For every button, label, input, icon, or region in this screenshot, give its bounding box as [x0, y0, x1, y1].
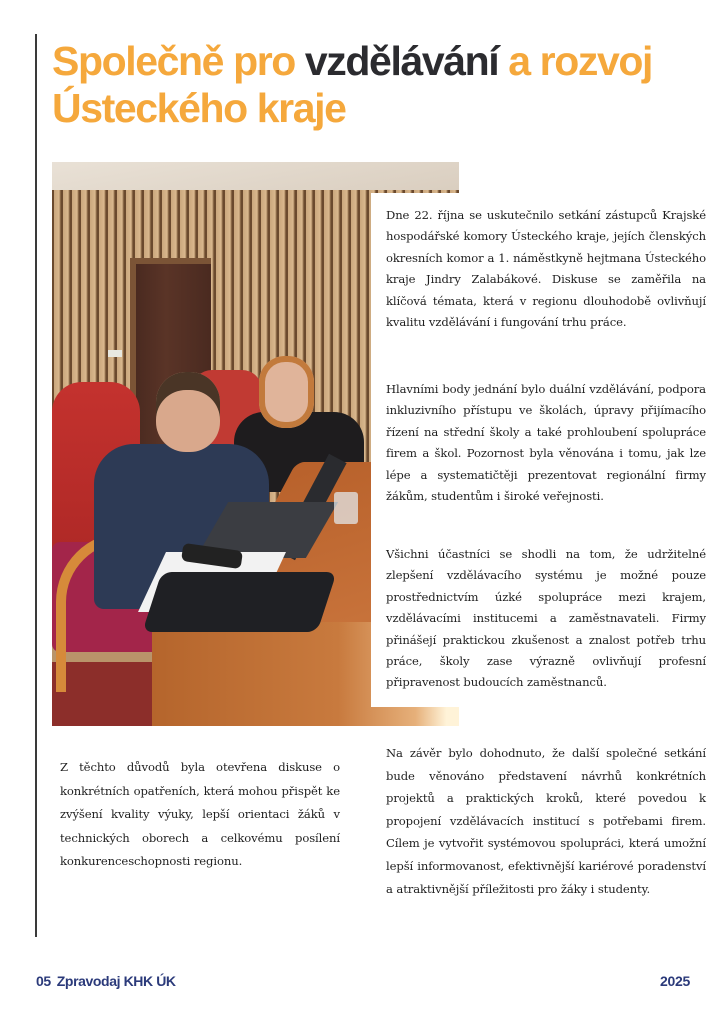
photo-water-glass: [334, 492, 358, 524]
title-highlight: vzdělávání: [304, 38, 499, 84]
paragraph-3: Všichni účastníci se shodli na tom, že udržitelné zlepšení vzdělávacího systému je možné pouze prostřednictvím úzké spolupráce mezi krajem, vzdělávacími institucemi a zaměstnavateli. Firmy přinášejí praktickou zkušenost a znalost potřeb trhu práce, školy zase výrazně ovlivňují profesní připravenost budoucích zaměstnanců.: [386, 547, 706, 690]
photo-man-head: [156, 372, 220, 452]
title-part-1: Společně pro: [52, 38, 305, 84]
paragraph-4: Z těchto důvodů byla otevřena diskuse o konkrétních opatřeních, která mohou přispět ke zvýšení kvality výuky, lepší orientaci žáků v technických oborech a celkovému posílení konkurenceschopnosti regionu.: [60, 760, 340, 868]
paragraph-5: Na závěr bylo dohodnuto, že další společné setkání bude věnováno představení návrhů konkrétních projektů a praktických kroků, které povedou k propojení vzdělávacích institucí s potřebami firem. Cílem je vytvořit systémovou spolupráci, která umožní lepší informovanost, efektivnější kariérové poradenství a atraktivnější příležitosti pro žáky i studenty.: [386, 746, 706, 896]
photo-woman-head: [259, 356, 314, 428]
photo-laptop-bag: [142, 572, 336, 632]
title-part-3: a rozvoj Ústeckého kraje: [52, 38, 653, 131]
publication-name: Zpravodaj KHK ÚK: [56, 973, 176, 989]
page-title: [52, 38, 692, 132]
vertical-rule: [35, 34, 37, 937]
photo-light-switch: [108, 350, 122, 357]
page-number: 05: [36, 973, 51, 989]
text-panel: [371, 193, 710, 707]
footer-year: 2025: [660, 973, 690, 989]
paragraph-1: Dne 22. října se uskutečnilo setkání zástupců Krajské hospodářské komory Ústeckého kraje, jejích členských okresních komor a 1. náměstkyně hejtmana Ústeckého kraje Jindry Zalabákové. Diskuse se zaměřila na klíčová témata, která v regionu dlouhodobě ovlivňují kvalitu vzdělávání i fungování trhu práce.: [386, 208, 706, 330]
footer-publication: [36, 973, 176, 989]
paragraph-2: Hlavními body jednání bylo duální vzdělávání, podpora inkluzivního přístupu ve školách, úpravy přijímacího řízení na střední školy a také prohloubení spolupráce firem a škol. Pozornost byla věnována i tomu, jak lze lépe a systematičtěji prezentovat regionální firmy žákům, studentům i široké veřejnosti.: [386, 382, 706, 504]
